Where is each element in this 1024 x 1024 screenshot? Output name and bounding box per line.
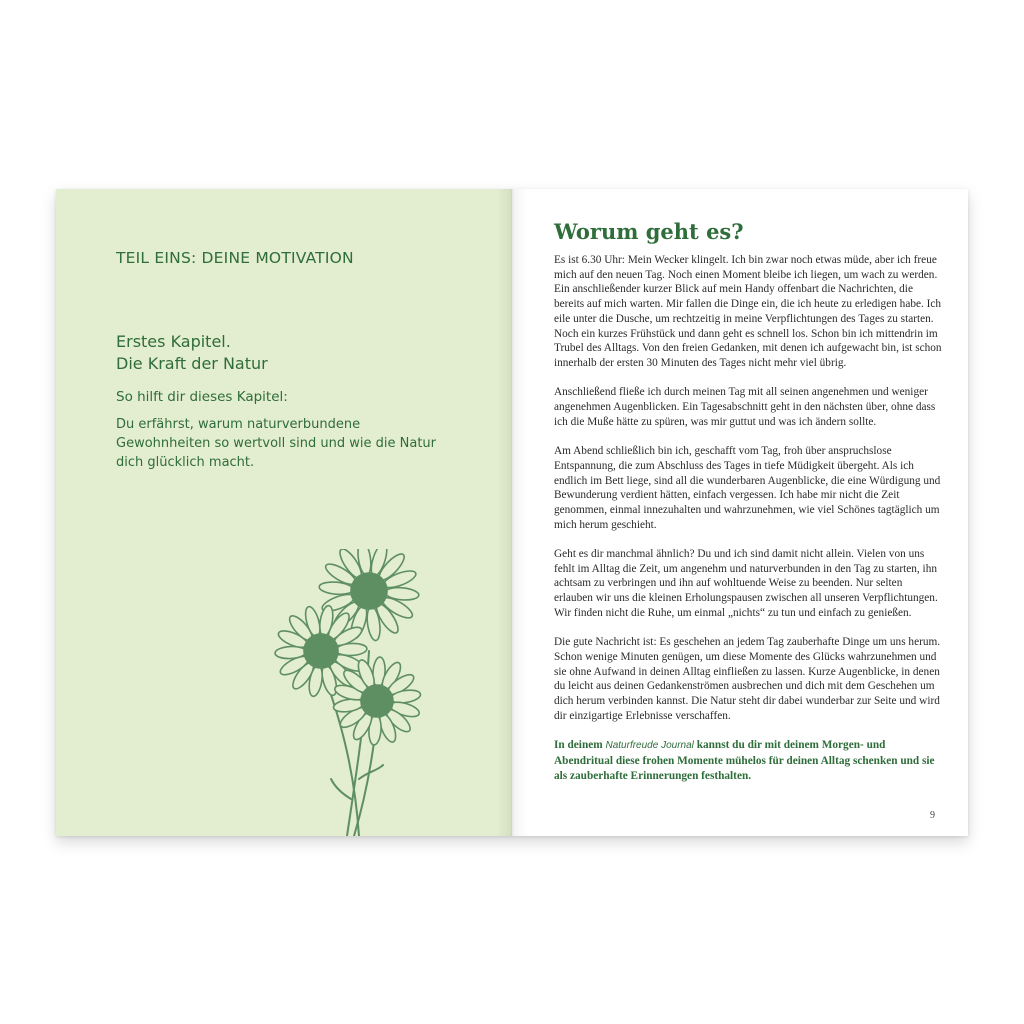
paragraph: Die gute Nachricht ist: Es geschehen an jedem Tag zauberhafte Dinge um uns herum. Schon wenige Minuten genügen, um diese Momente des Glücks wahrzunehmen und sie ohne Aufwand in deinen Alltag einfließen zu lassen. Kurze Augenblicke, in denen du leicht aus deinen Gedankenströmen ausbrechen und dich mit dem Geschehen um dich herum verbinden kannst. Die Natur steht dir dabei wunderbar zur Seite und wird dir einzigartige Erlebnisse verschaffen. — [554, 636, 941, 722]
closing-text-end: kannst du dir mit deinem Morgen- und Abendritual diese frohen Momente mühelos für deinen Alltag schenken und sie als zauberhafte Erinnerungen festhalten. — [554, 739, 935, 782]
paragraph: Am Abend schließlich bin ich, geschafft vom Tag, froh über anspruchslose Entspannung, die zum Abschluss des Tages in tiefe Müdigkeit übergeht. Als ich endlich im Bett liege, sind all die wunderbaren Augenblicke, die eine Würdigung und Bewunderung verdient hätten, einfach vergessen. Ich habe mir nicht die Zeit genommen, einmal innezuhalten und wahrzunehmen, wie viel Schönes tagtäglich um mich herum geschieht. — [554, 445, 941, 531]
chapter-title-line-1: Erstes Kapitel. — [116, 332, 231, 351]
book-spread — [56, 189, 968, 836]
left-page — [56, 189, 512, 836]
page-title: Worum geht es? — [554, 219, 744, 244]
daisy-flower-head — [333, 657, 422, 746]
closing-text-start: In deinem — [554, 739, 606, 752]
paragraph: Es ist 6.30 Uhr: Mein Wecker klingelt. Ich bin zwar noch etwas müde, aber ich freue mich auf den neuen Tag. Noch einen Moment bleibe ich liegen, um wach zu werden. Ein anschließender kurzer Blick auf mein Handy offenbart die Nachrichten, die bereits auf mich warten. Mir fallen die Dinge ein, die ich heute zu erledigen habe. Ich eile unter die Dusche, um rechtzeitig in meine Verpflichtungen des Tages zu starten. Noch ein kurzes Frühstück und dann geht es schnell los. Schon bin ich mittendrin im Trubel des Alltags. Von den freien Gedanken, mit denen ich aufgewacht bin, ist schon innerhalb der ersten 30 Minuten des Tages nicht mehr viel übrig. — [554, 254, 942, 369]
journal-name: Naturfreude Journal — [605, 740, 694, 752]
part-title: TEIL EINS: DEINE MOTIVATION — [116, 249, 354, 267]
paragraph: Anschließend fließe ich durch meinen Tag mit all seinen angenehmen und weniger angenehmen Augenblicken. Ein Tagesabschnitt geht in den nächsten über, ohne dass ich die Muße hätte zu spüren, was mir guttut und was ich ändern sollte. — [554, 386, 936, 428]
body-text — [554, 253, 944, 798]
chapter-title-line-2: Die Kraft der Natur — [116, 354, 268, 373]
chapter-benefit-heading: So hilft dir dieses Kapitel: — [116, 389, 288, 405]
right-page — [512, 189, 968, 836]
paragraph: Geht es dir manchmal ähnlich? Du und ich sind damit nicht allein. Vielen von uns fehlt im Alltag die Zeit, um angenehm und naturverbunden in den Tag zu starten, ihn achtsam zu verbringen und ihn auf wohltuende Weise zu beenden. Nur selten erlauben wir uns die kleinen Erholungspausen zwischen all unseren Verpflichtungen. Wir finden nicht die Ruhe, um einmal „nichts“ zu tun und einfach zu genießen. — [554, 548, 938, 619]
page-number: 9 — [930, 810, 935, 821]
chapter-benefit-text: Du erfährst, warum naturverbundene Gewohnheiten so wertvoll sind und wie die Natur dich glücklich macht. — [116, 417, 436, 470]
daisy-flowers-illustration — [261, 549, 501, 836]
closing-paragraph — [554, 738, 944, 783]
chapter-title — [116, 331, 268, 375]
flower-leaf — [331, 779, 351, 799]
